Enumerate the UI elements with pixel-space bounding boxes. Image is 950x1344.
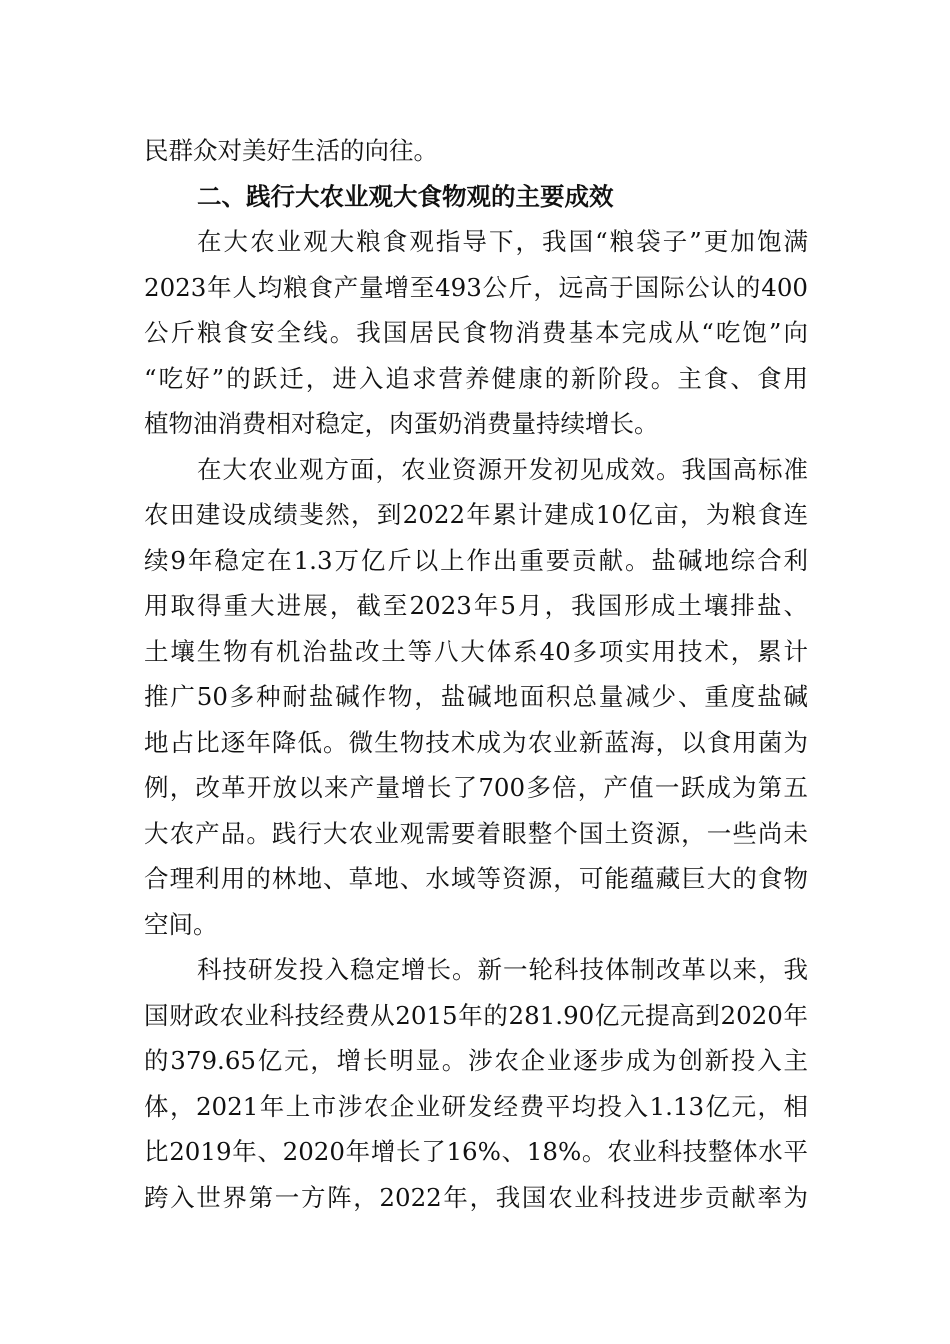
paragraph-line: “吃好”的跃迁，进入追求营养健康的新阶段。主食、食用	[144, 363, 808, 393]
paragraph-line: 地占比逐年降低。微生物技术成为农业新蓝海，以食用菌为	[144, 727, 808, 757]
paragraph-line: 用取得重大进展，截至2023年5月，我国形成土壤排盐、	[144, 591, 808, 620]
paragraph-line: 植物油消费相对稳定，肉蛋奶消费量持续增长。	[144, 409, 659, 438]
paragraph-line: 跨入世界第一方阵，2022年，我国农业科技进步贡献率为	[144, 1182, 808, 1212]
paragraph-line: 国财政农业科技经费从2015年的281.90亿元提高到2020年	[144, 1000, 808, 1030]
paragraph-line: 公斤粮食安全线。我国居民食物消费基本完成从“吃饱”向	[144, 318, 808, 347]
paragraph-line: 比2019年、2020年增长了16%、18%。农业科技整体水平	[144, 1137, 808, 1166]
paragraph-line: 2023年人均粮食产量增至493公斤，远高于国际公认的400	[144, 272, 808, 302]
document-body	[144, 128, 808, 1220]
paragraph-line: 体，2021年上市涉农企业研发经费平均投入1.13亿元，相	[144, 1091, 808, 1121]
paragraph-line: 在大农业观大粮食观指导下，我国“粮袋子”更加饱满	[197, 227, 808, 256]
paragraph-line: 大农产品。践行大农业观需要着眼整个国土资源，一些尚未	[144, 818, 808, 848]
paragraph-line: 民群众对美好生活的向往。	[144, 136, 438, 165]
paragraph-line: 农田建设成绩斐然，到2022年累计建成10亿亩，为粮食连	[144, 500, 808, 529]
paragraph-line: 合理利用的林地、草地、水域等资源，可能蕴藏巨大的食物	[144, 864, 808, 893]
paragraph-line: 续9年稳定在1.3万亿斤以上作出重要贡献。盐碱地综合利	[144, 545, 808, 575]
paragraph-line: 在大农业观方面，农业资源开发初见成效。我国高标准	[197, 454, 808, 484]
paragraph-line: 科技研发投入稳定增长。新一轮科技体制改革以来，我	[197, 955, 808, 984]
paragraph-line: 的379.65亿元，增长明显。涉农企业逐步成为创新投入主	[144, 1046, 808, 1075]
paragraph-line: 土壤生物有机治盐改土等八大体系40多项实用技术，累计	[144, 636, 808, 666]
section-heading: 二、践行大农业观大食物观的主要成效	[197, 181, 614, 211]
paragraph-line: 推广50多种耐盐碱作物，盐碱地面积总量减少、重度盐碱	[144, 682, 808, 711]
paragraph-line: 例，改革开放以来产量增长了700多倍，产值一跃成为第五	[144, 773, 808, 802]
paragraph-line: 空间。	[144, 909, 218, 939]
